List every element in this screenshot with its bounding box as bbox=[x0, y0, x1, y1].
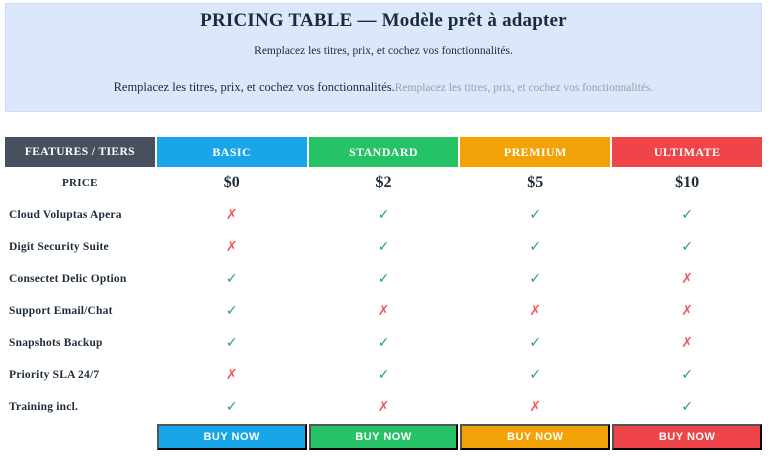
buy-now-button-ultimate[interactable]: BUY NOW bbox=[612, 424, 762, 450]
feature-mark: ✓ bbox=[377, 367, 390, 383]
hero-note bbox=[114, 80, 654, 95]
feature-label: Priority SLA 24/7 bbox=[9, 369, 100, 381]
feature-mark: ✓ bbox=[529, 207, 542, 223]
buy-now-button-standard[interactable]: BUY NOW bbox=[309, 424, 459, 450]
feature-label: Cloud Voluptas Apera bbox=[9, 209, 122, 221]
feature-mark: ✓ bbox=[225, 399, 238, 415]
price-row-label: PRICE bbox=[62, 177, 98, 189]
pricing-table bbox=[5, 137, 762, 450]
feature-mark: ✗ bbox=[529, 399, 542, 415]
feature-label: Digit Security Suite bbox=[9, 241, 109, 253]
feature-mark: ✓ bbox=[681, 367, 693, 383]
feature-mark: ✓ bbox=[225, 303, 238, 319]
feature-mark: ✓ bbox=[529, 335, 542, 351]
hero-subtitle: Remplacez les titres, prix, et cochez vos fonctionnalités. bbox=[254, 45, 513, 57]
feature-mark: ✗ bbox=[681, 271, 693, 287]
feature-label: Training incl. bbox=[9, 401, 79, 413]
feature-mark: ✗ bbox=[225, 207, 238, 223]
tier-header-standard: STANDARD bbox=[309, 137, 459, 167]
page-title: PRICING TABLE — Modèle prêt à adapter bbox=[200, 10, 567, 31]
features-tiers-header: FEATURES / TIERS bbox=[5, 137, 155, 167]
buy-row-spacer bbox=[5, 423, 155, 450]
feature-mark: ✗ bbox=[681, 335, 693, 351]
feature-mark: ✗ bbox=[225, 367, 238, 383]
tier-header-ultimate: ULTIMATE bbox=[612, 137, 762, 167]
hero-note-primary: Remplacez les titres, prix, et cochez vos fonctionnalités. bbox=[113, 80, 395, 94]
feature-mark: ✓ bbox=[377, 271, 390, 287]
feature-mark: ✓ bbox=[377, 239, 390, 255]
feature-mark: ✓ bbox=[681, 239, 693, 255]
price-value-ultimate: $10 bbox=[675, 174, 700, 191]
feature-label: Consectet Delic Option bbox=[9, 273, 127, 285]
feature-mark: ✓ bbox=[529, 271, 542, 287]
feature-mark: ✗ bbox=[377, 399, 390, 415]
feature-label: Support Email/Chat bbox=[9, 305, 113, 317]
feature-mark: ✗ bbox=[529, 303, 542, 319]
feature-mark: ✓ bbox=[529, 239, 542, 255]
feature-mark: ✗ bbox=[377, 303, 390, 319]
price-value-standard: $2 bbox=[375, 174, 392, 191]
feature-mark: ✓ bbox=[529, 367, 542, 383]
hero-banner bbox=[5, 3, 762, 112]
feature-mark: ✓ bbox=[681, 399, 693, 415]
buy-now-button-basic[interactable]: BUY NOW bbox=[157, 424, 307, 450]
feature-mark: ✗ bbox=[225, 239, 238, 255]
price-value-premium: $5 bbox=[527, 174, 544, 191]
feature-mark: ✗ bbox=[681, 303, 693, 319]
feature-mark: ✓ bbox=[225, 271, 238, 287]
tier-header-premium: PREMIUM bbox=[460, 137, 610, 167]
feature-mark: ✓ bbox=[681, 207, 693, 223]
price-value-basic: $0 bbox=[223, 174, 240, 191]
tier-header-basic: BASIC bbox=[157, 137, 307, 167]
feature-mark: ✓ bbox=[377, 335, 390, 351]
feature-mark: ✓ bbox=[225, 335, 238, 351]
buy-now-button-premium[interactable]: BUY NOW bbox=[460, 424, 610, 450]
feature-mark: ✓ bbox=[377, 207, 390, 223]
hero-note-secondary: Remplacez les titres, prix, et cochez vos fonctionnalités. bbox=[394, 82, 654, 94]
feature-label: Snapshots Backup bbox=[9, 337, 103, 349]
